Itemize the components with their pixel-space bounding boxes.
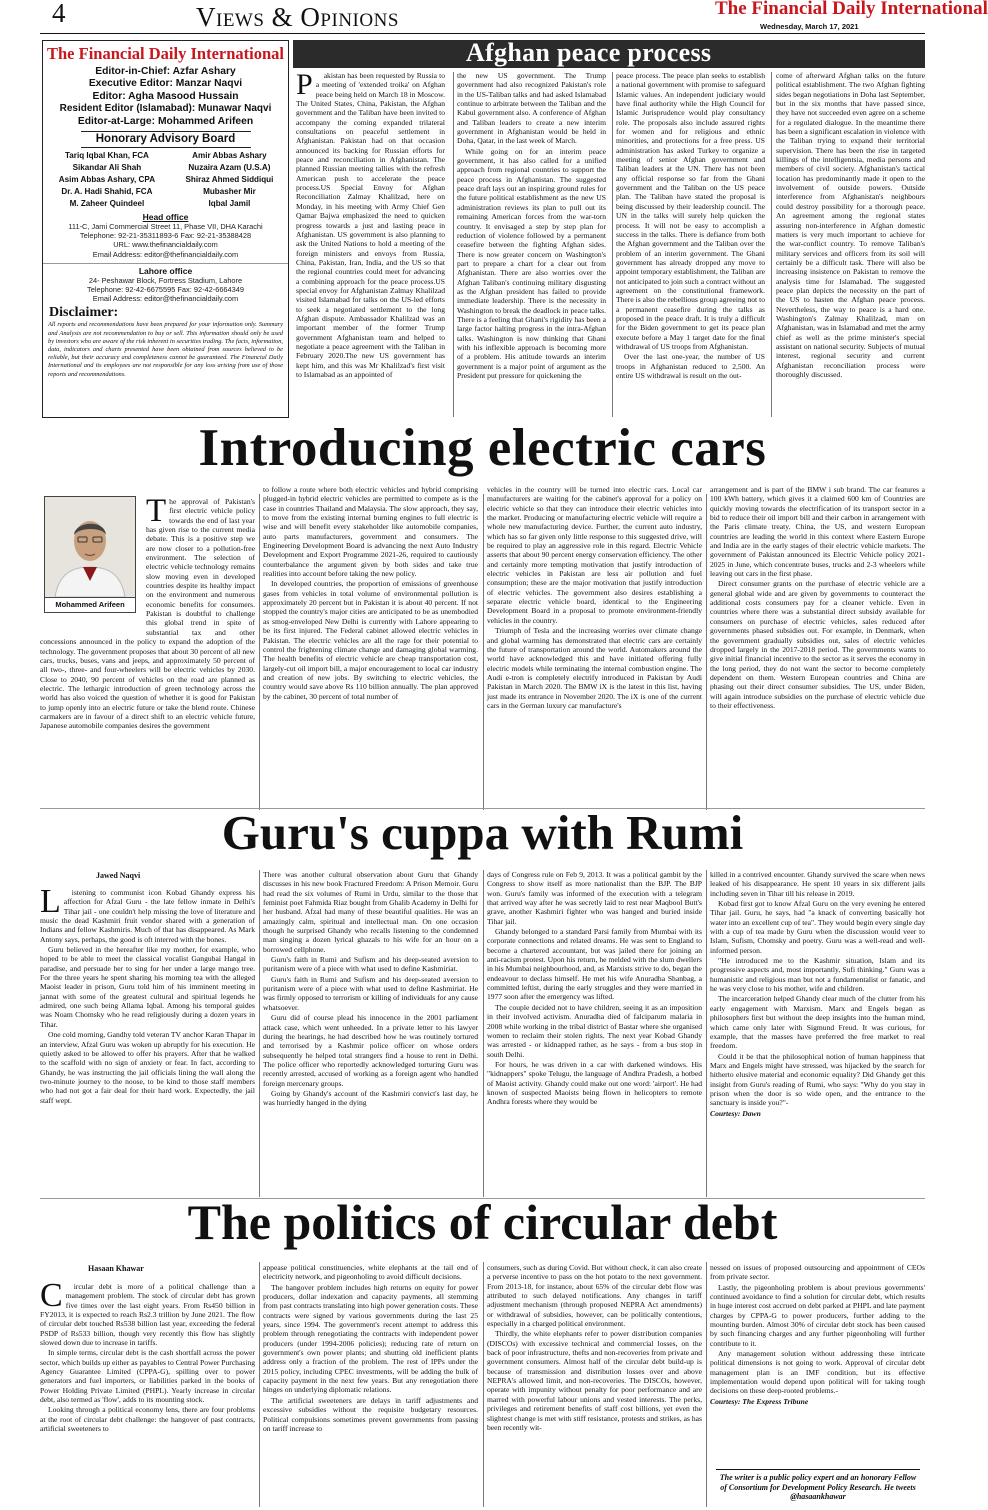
- circular-column-2: [263, 1263, 478, 1508]
- advisory-board-title: Honorary Advisory Board: [81, 131, 251, 148]
- guru-headline: Guru's cuppa with Rumi: [221, 805, 744, 860]
- masthead-rule: [40, 33, 925, 34]
- guru-dropcap: L: [40, 883, 61, 920]
- editor-at-large: Editor-at-Large: Mohammed Arifeen: [77, 115, 254, 127]
- circular-paragraph: consumers, such as during Covid. But without check, it can also create a perverse incentive to pass on the hot potato to the next government. From 2013-18, for instance, about 65% of the circular debt flow was attributed to such delayed notifications. Any changes in tariff adjustment mechanism (through proposed NEPRA Act amendments) or withdrawal of subsidies, however, can be politically contentious, especially in a charged political environment.: [487, 1263, 702, 1329]
- head-office-url: URL: www.thefinancialdaily.com: [113, 240, 218, 250]
- electric-paragraph: In developed countries, the proportion of emissions of greenhouse gases from vehicles in total volume of environmental pollution is approximately 20 percent but in Pakistan it is about 40 percent. If not stopped the country's major cities are anticipated to be as unembodied as smog-enveloped New Delhi is currently with Lahore appearing to be its first injured. The Federal cabinet allowed electric vehicles in Pakistan. The electric vehicles are all the rage for their potential to control the frightening climate change and damaging global warming. The health benefits of electric vehicle are cheap transportation cost, largely-cut oil import bill, a major encouragement to local car industry and creation of new jobs. By switching to electric vehicles, the country would save above Rs 110 billion annually. The plan approved by the cabinet, 30 percent of total number of: [263, 579, 478, 701]
- masthead-paper-name: The Financial Daily International: [715, 0, 988, 19]
- electric-column-rule: [483, 494, 484, 810]
- circular-courtesy: Courtesy: The Express Tribune: [710, 1396, 809, 1406]
- circular-paragraph: ircular debt is more of a political challenge than a management problem. The stock of circular debt has grown five times over the last eight years. From Rs450 billion in FY2013, it is expected to reach Rs2.3 trillion by June 2021. The flow of circular debt touched Rs538 billion last year, exceeding the federal PSDP of Rs533 billion, though very recently this flow has slightly slowed down due to increase in tariffs.: [40, 1282, 255, 1348]
- advisor: Iqbal Jamil: [208, 198, 251, 208]
- guru-courtesy: Courtesy: Dawn: [710, 1108, 761, 1118]
- circular-paragraph: Lastly, the pigeonholing problem is about previous governments' continued avoidance to find a solution for circular debt, which results in huge interest cost accrued on debt parked at PHPL and late payment charges by CPPA-G to power producers, further adding to the mounting burden. Almost 30% of circular debt stock has been caused by such financing charges and any further pigeonholing will further contribute to it.: [710, 1282, 925, 1348]
- advisor: Asim Abbas Ashary, CPA: [58, 174, 156, 184]
- head-office-email: Email Address: editor@thefinancialdaily.com: [92, 249, 239, 259]
- electric-column-2: [263, 485, 478, 810]
- guru-byline: Jawed Naqvi: [96, 871, 141, 880]
- advisor: Shiraz Ahmed Siddiqui: [185, 174, 274, 184]
- guru-paragraph: Ghandy belonged to a standard Parsi family from Mumbai with its corporate connections and related dreams. He was sent to England to become a chartered accountant, but was jailed there for joining an anti-racism protest. Upon his return, he melded with the slum dwellers in his Mumbai neighbourhood, and, as Marxists strive to do, began the endeavour to declass himself. He met his wife Anuradha Shanbag, a committed leftist, during the early struggles and they were married in 1977 soon after the emergency was lifted.: [487, 927, 702, 1002]
- guru-paragraph: There was another cultural observation about Guru that Ghandy discusses in his new book Fractured Freedom: A Prison Memoir. Guru had read the six volumes of Rumi in Urdu, similar to the those that feminist poet Fahmida Riaz bought from Ghalib Academy in Delhi for her husband. Afzal had many of these beautiful qualities. He was an amazingly calm, spiritual and intellectual man. On one occasion though he surprised Ghandy who recalls listening to the condemned man singing a dozen lyrical ghazals to his wife for an hour on a borrowed cellphone.: [263, 870, 478, 954]
- electric-dropcap-box: T: [146, 493, 167, 529]
- afghan-column-4: [776, 71, 925, 419]
- afghan-column-2: [457, 71, 606, 419]
- electric-paragraph: Direct consumer grants on the purchase of electric vehicle are a general global wide and are given by governments to counteract the additional costs consumers pay for a cleaner vehicle. Even in countries where there was a substantial direct subsidy available for consumers on purchase of electric vehicles, sales reduced after governments phased subsidies out. For example, in Denmark, when the government gradually subsidies out, sales of electric vehicles dropped largely in the 2017-2018 period. The governments wants to give initial financial incentive to the sector as it serves the economy in the long period, they do not want the sector to become completely dependent on them. Western European countries and China are phasing out their direct consumer subsidies. The US, under Biden, will again introduce subsidies on the purchase of electric vehicle due to their effectiveness.: [710, 579, 925, 710]
- editorial-paper-name: The Financial Daily International: [47, 44, 284, 63]
- guru-paragraph: "He introduced me to the Kashmir situation, Islam and its progressive aspects and, most importantly, Sufi thinking." Guru was a humanistic and religious man but not a fundamentalist or fanatic, and he was very close to his mother, wife and children.: [710, 956, 925, 994]
- circular-author-note: The writer is a public policy expert and an honorary Fellow of Consortium for Development Policy Research. He tweets @hasaankhawar: [716, 1469, 920, 1502]
- guru-paragraph: The couple decided not to have children, seeing it as an imposition in their involved activism. Anuradha died of falciparum malaria in 2008 while working in the tribal district of Bastar where she organised women to reclaim their stolen rights. The next year Kobad Ghandy was arrested - or kidnapped rather, as he says - from a bus stop in south Delhi.: [487, 1002, 702, 1059]
- guru-paragraph: days of Congress rule on Feb 9, 2013. It was a political gambit by the Congress to show itself as more nationalist than the BJP. The BJP won. Guru's family was informed of the execution with a telegram that arrived way after he was secretly laid to rest near Maqbool Butt's grave, another Kashmiri fighter who was hanged and buried inside Tihar jail.: [487, 870, 702, 926]
- guru-paragraph: Guru believed in the hereafter like my mother, for example, who hoped to be able to meet the classical vocalist Gangubai Hangal in paradise, and persuade her to sing for her under a large mango tree. For the three years he spent sharing his morning tea with the alleged Maoist leader in prison, Guru told him of his imminent meeting in jannat with some of the greatest cultural and spiritual legends he admired, one such being Allama Iqbal. Among his temporal guides was Noam Chomsky who he read religiously during a dozen years in Tihar.: [40, 945, 255, 1029]
- advisor: Dr. A. Hadi Shahid, FCA: [61, 186, 153, 196]
- afghan-paragraph: come of afterward Afghan talks on the future political establishment. The two Afghan fighting sides began negotiations in Doha last September, but in the six months that have passed since, they have not succeeded even agree on a scheme for a regulated dialogue. In the meantime there has been a significant escalation in violence with the Taliban trying to expand their territorial supervision. There has been the rise in targeted killings of the intelligentsia, media persons and members of civil society. Afghanistan's tactical location has predominantly made it open to the involvement of outside powers. Outside interference from Afghanistan's neighbours could destroy possibility for a thorough peace. An agreement among the regional states assuring non-interference in Afghan domestic matters is very much important to achieve for the war-conflict country. To remove Taliban's military services and officers from its soil will certainly be a difficult task. There will also be increasing insistence on Pakistan to remove the analysis time for Islamabad. The suggested peace plan depicts the necessity on the part of the US to hasten the Afghan peace process. Nevertheless, the way to peace is a hard one. Washington's Zalmay Khalilzad, man on Afghanistan, was in Islamabad and met the army chief as well as the prime minister's special assistant on national security. Subjects of mutual interest, regional security and current Afghanistan reconciliation process were thoroughly discussed.: [776, 71, 925, 379]
- executive-editor: Executive Editor: Manzar Naqvi: [88, 78, 243, 90]
- guru-paragraph: Kobad first got to know Afzal Guru on the very evening he entered Tihar jail. Guru, he says, had "a knack of converting basically hot water into an excellent cup of tea". They would begin every single day with a cup of tea made by Guru when the discussion would veer to Islam, Sufism, Chomsky and poetry. Guru was a well-read and well-informed person.: [710, 899, 925, 955]
- guru-paragraph: Going by Ghandy's account of the Kashmiri convict's last day, he was hurriedly hanged in the dying: [263, 1088, 478, 1108]
- afghan-column-rule: [771, 72, 772, 417]
- circular-paragraph: appease political constituencies, white elephants at the tail end of electricity network, and pigeonholing to avoid difficult decisions.: [263, 1263, 478, 1282]
- head-office-address: 111-C, Jami Commercial Street 11, Phase VII, DHA Karachi: [68, 222, 263, 232]
- circular-column-3: [487, 1263, 702, 1508]
- circular-dropcap: C: [40, 1277, 63, 1314]
- circular-paragraph: In simple terms, circular debt is the cash shortfall across the power sector, which builds up either as payables to Central Power Purchasing Agency Guarantee Limited (CPPA-G), spilling over to power generators and fuel importers, or liabilities parked in the books of Power Holding Private Limited (PHPL). Yearly increase in circular debt, also termed as 'flow', adds to its mounting stock.: [40, 1348, 256, 1405]
- guru-column-rule: [706, 870, 707, 1197]
- circular-column-rule: [706, 1262, 707, 1507]
- author-photo-caption: Mohammed Arifeen: [45, 597, 135, 612]
- advisor: M. Zaheer Quindeel: [69, 198, 145, 208]
- guru-paragraph: killed in a contrived encounter. Ghandy survived the scare when news leaked of his disappearance. He spent 10 years in six different jails including seven in Tihar till his release in 2019.: [710, 870, 925, 898]
- advisor: Sikandar Ali Shah: [72, 162, 142, 172]
- editor-in-chief: Editor-in-Chief: Azfar Ashary: [95, 66, 236, 77]
- afghan-column-3: [616, 71, 765, 419]
- disclaimer-text: All reports and recommendations have been prepared for your information only. Summary and Analysis are not recommendation to buy or sell. This information should only be used by investors who are aware of the risk inherent in securities trading. The facts, information, data, indicators and charts presented have been obtained from sources believed to be reliable, but their accuracy and completeness cannot be guaranteed. The Financial Daily International and its employees are not responsible for any loss arising from use of those reports and recommendations.: [48, 321, 283, 378]
- circular-paragraph: The hangover problem includes high returns on equity for power producers, dollar indexation and capacity payments, all stemming from past contracts translating into high power generation costs. These contracts were signed by various governments during the last 25 years, since 1994. The government's recent attempt to address this problem through renegotiating the contracts with independent power producers (under 1994-2006 policies); reducing rate of return on government's own power plants; and shutting old inefficient plants address only a fraction of the problem. The rest of IPPs under the 2015 policy, including CPEC investments, will be adding the bulk of capacity payment in the next few years. But any renegotiation there hinges on underlying diplomatic relations.: [263, 1282, 478, 1395]
- electric-headline: Introducing electric cars: [198, 419, 767, 477]
- afghan-paragraph: akistan has been requested by Russia to a meeting of 'extended troika' on Afghan peace being held on March 18 in Moscow. The United States, China, Pakistan, the Afghan government and the Taliban have been invited to accompany the coming expanded trilateral consultations on peaceful settlement in Afghanistan. Pakistan had on that occasion announced its backing for Russian efforts for peace and reconciliation in Afghanistan. The planned Russian meeting tallies with the refresh American push to accelerate the peace process.US Special Envoy for Afghan Reconciliation Zalmay Khalilzad, here on Monday, in his meeting with Army Chief Gen Qamar Bajwa emphasized the need to quicken progress towards a just and lasting peace in Afghanistan. US government is also planning to ask the United Nations to hold a meeting of the foreign ministers and envoys from Russia, China, Pakistan, Iran, India, and the US so that the regional countries could meet for advancing a combining approach for the peace process.US special envoy for Afghanistan Zalmay Khalilzad visited Islamabad for talks on the US-led efforts to seek a negotiated settlement to the long Afghan dispute. Ambassador Khalilzad was an important member of the former Trump government Afghanistan team and helped to negotiate a peace agreement with the Taliban in February 2020.The new US government has kept him, and this was Mr Khalilzad's first visit to Islamabad as an appointed of: [296, 71, 445, 379]
- afghan-paragraph: Over the last one-year, the number of US troops in Afghanistan reduced to 2,500. An entire US withdrawal is result on the out-: [616, 352, 765, 380]
- electric-intro-paragraph: he approval of Pakistan's first electric vehicle policy towards the end of last year has given rise to the current media debate. This is a positive step we are now closer to a pollution-free environment. The selection of electric vehicle technology remains slow moving even in developed countries despite its healthy impact on the environment and numerous economic benefits for consumers. Pakistan is doubtful to challenge this global trend in spite of substantial tax and other concessions announced in the policy to expand the adoption of the technology. The government proposes that about 30 percent of all new cars, trucks, buses, vans and jeeps, and approximately 50 percent of all two-, three- and four-wheelers will be electric vehicles by 2030. Close to 2040, 90 percent of vehicles on the road are planned as electric. The lethargic introduction of green technology across the world has also voiced the question of whether it is good for Pakistan to jump openly into an electric future or take the blend route. Chinese carmakers are in favour of a direct shift to an electric vehicle future, Japanese automobile companies desires the government: [40, 497, 255, 731]
- head-office-title: Head office: [142, 212, 189, 223]
- afghan-dropcap: P: [296, 68, 313, 101]
- afghan-paragraph: the new US government. The Trump government had also recognized Pakistan's role in the US-Taliban talks and had asked Islamabad continue to arbitrate between the Taliban and the Kabul government also. A conference of Afghan and Taliban leaders to create a new interim government in Afghanistan would be held in Doha, Qatar, in the last week of March.: [457, 71, 606, 146]
- guru-paragraph: Guru did of course plead his innocence in the 2001 parliament attack case, which went unheeded. In a private letter to his lawyer during the hearings, he had described how he was routinely tortured and terrorised by a Kashmir police officer on whose orders subsequently he helped total strangers find a house to rent in Delhi. The police officer who reportedly acknowledged torturing Guru was recently arrested, accused of working as a foreign agent who handled foreign mercenary groups.: [263, 1013, 478, 1088]
- afghan-column-rule: [453, 72, 454, 417]
- afghan-headline: Afghan peace process: [466, 38, 712, 67]
- circular-byline: Hasaan Khawar: [88, 1264, 144, 1273]
- guru-paragraph: istening to communist icon Kobad Ghandy express his affection for Afzal Guru - the late fellow inmate in Delhi's Tihar jail - one couldn't help missing the love of literature and music the dead Kashmiri fruit vendor shared with a generation of Indians and fellow Kashmiris. Much of that has disappeared. As Mark Antony says, perhaps, the good is oft interred with the bones.: [40, 888, 255, 944]
- guru-column-rule: [483, 870, 484, 1197]
- page-number: 4: [52, 0, 66, 28]
- guru-paragraph: For hours, he was driven in a car with darkened windows. His "kidnappers" spoke Telugu, the language of Andhra Pradesh, a hotbed of Maoist activity. Ghandy could make out one word: 'airport'. He had known of suspected Maoists being flown in helicopters to remote Andhra forests where they would be: [487, 1059, 702, 1107]
- advisor: Tariq Iqbal Khan, FCA: [64, 150, 149, 160]
- guru-column-3: [487, 870, 702, 1200]
- editorial-box: [42, 40, 289, 418]
- circular-column-1: [40, 1277, 256, 1508]
- editor: Editor: Agha Masood Hussain: [92, 90, 239, 102]
- guru-column-rule: [259, 870, 260, 1197]
- advisory-board-table: [43, 149, 288, 209]
- lahore-office-phone: Telephone: 92-42-6675595 Fax: 92-42-6664349: [87, 285, 244, 295]
- section-title: Views & Opinions: [196, 2, 399, 32]
- advisor: Mubasher Mir: [203, 186, 256, 196]
- guru-column-1: [40, 883, 255, 1200]
- afghan-paragraph: peace process. The peace plan seeks to establish a national government with promise to safeguard Islamic values. An independent judiciary would have final authority while the High Council for Islamic Jurisprudence would play consultancy role. The proposals also include assured rights for women and for religious and ethnic minorities, and protections for a free press. US administration has asked Turkey to organize a meeting of senior Afghan government and Taliban leaders at the UN. There has not been any official response so far from the Ghani government and the Taliban on the US peace plan. The Taliban have stated the proposal is being discussed by their leadership council. The UN in the talks will surely help quicken the process. It will not be easy to accomplish a success in the talks. There is defiance from both the Afghan government and the Taliban over the problem of an interim government. The Ghani government has already dropped any move to appoint temporary establishment, the Taliban are not anticipated to join such a contract without an agreement on the constitutional framework. There is also the rebellious group agreeing not to a permanent ceasefire during the talks as proposed in the peace draft. It is truly a difficult for the Biden government to get its peace plan execute before a May 1 target date for the final withdrawal of US troops from Afghanistan.: [616, 71, 765, 351]
- circular-paragraph: The artificial sweeteners are delays in tariff adjustments and excessive subsidies without the requisite budgetary resources. Political compulsions sometimes prevent governments from passing on tariff increase to: [263, 1395, 478, 1433]
- resident-editor: Resident Editor (Islamabad): Munawar Naqvi: [59, 103, 272, 115]
- electric-column-rule: [706, 494, 707, 810]
- circular-headline: The politics of circular debt: [187, 1194, 778, 1250]
- masthead-date: Wednesday, March 17, 2021: [760, 22, 859, 31]
- guru-paragraph: The incarceration helped Ghandy clear much of the clutter from his early engagement with Marxism. Marx and Engels began as philosophers first but without the deep insights into the human mind, which came only later with Sigmund Freud. It was curious, for example, that the masses have preferred the free market to real freedom.: [710, 994, 925, 1051]
- electric-paragraph: vehicles in the country will be turned into electric cars. Local car manufacturers are waiting for the cabinet's approval for a policy on electric vehicle so that they can introduce their electric vehicles into the market. Producing or manufacturing electric vehicle will require a whole new manufacturing device. Further, the current auto industry, which has so far given only little response to this suggested drive, will be required to play an aggressive role in this regard. Electric Vehicle asserts that about 90 percent energy conservation efficiency. The other and certainly more tempting motivation that justify introduction of electric vehicles in Pakistan are less air pollution and fuel consumption; these are the major motivation that justify introduction of electric vehicles. The government also desires establishing a separate electric vehicle board, identical to the Engineering Development Board in a proposal to promote environment-friendly vehicles in the country.: [487, 485, 702, 625]
- lahore-office-address: 24- Peshawar Block, Fortress Stadium, Lahore: [88, 275, 243, 285]
- electric-column-rule: [259, 494, 260, 810]
- circular-paragraph: Looking through a political economy lens, there are four problems at the root of circular debt challenge: the hangover of past contracts, artificial sweeteners to: [40, 1405, 255, 1434]
- head-office-phone: Telephone: 92-21-35311893-6 Fax: 92-21-35388428: [79, 231, 252, 241]
- circular-column-rule: [259, 1262, 260, 1507]
- guru-paragraph: Could it be that the philosophical notion of human happiness that Marx and Engels might have stressed, was hijacked by the search for hitherto elusive material and economic equality? Did Ghandy get this insight from Guru's reading of Rumi, who says: "Why do you stay in prison when the door is so wide open, and the entrance to the sanctuary is inside you?"-: [710, 1051, 925, 1108]
- circular-column-rule: [483, 1262, 484, 1507]
- afghan-column-rule: [612, 72, 613, 417]
- electric-column-3: [487, 485, 702, 810]
- disclaimer-title: Disclaimer:: [49, 305, 119, 321]
- circular-paragraph: Any management solution without addressing these intricate political dimensions is not going to work. Approval of circular debt management plan is an IMF condition, but its effective implementation would depend upon political will for taking tough decisions on these deep-rooted problems.-: [710, 1349, 925, 1396]
- afghan-column-1: [296, 68, 445, 419]
- electric-paragraph: arrangement and is part of the BMW i sub brand. The car features a 100 kWh battery, which gives it a claimed 600 km of Countries are quickly moving towards the electrification of its transport sector in a bid to reduce their oil import bill and their carbon in arrangement with the Paris climate treaty. China, the US, and western European countries are leading the world in this context where Eastern Europe and India are in the early stages of their electric vehicle markets. The government of Pakistan announced its Electric Vehicle policy 2021-2025 in June, which concentrate buses, trucks and 2-3 wheelers while leaving out cars in the first phase.: [710, 485, 925, 579]
- lahore-office-email: Email Address: editor@thefinancialdaily.com: [92, 294, 239, 304]
- guru-column-4: [710, 870, 925, 1200]
- circular-paragraph: Thirdly, the white elephants refer to power distribution companies (DISCOs) with excessive technical and commercial losses, on the back of poor infrastructure, thefts and non-recoveries from private and government consumers. Almost half of the circular debt build-up is because of transmission and distribution losses over and above NEPRA's allowed limit, and non-recoveries. The DISCOs, however, operate with impunity without penalty for poor performance and are marred with powerful labour unions and vested interests. The perks, privileges and retirement benefits of staff cost billions, yet even the slightest change is met with stiff resistance, protests and strikes, as has been recently wit-: [487, 1329, 702, 1432]
- guru-column-2: [263, 870, 478, 1200]
- electric-column-4: [710, 485, 925, 810]
- electric-intro-text: [40, 493, 255, 809]
- advisor: Amir Abbas Ashary: [192, 150, 267, 160]
- afghan-paragraph: While going on for an interim peace government, it has also called for a unified approach from regional countries to support the peace process in Afghanistan. The suggested peace draft lays out an inspiring ground rules for the future political establishment as the new US administration reviews its plan to pull out its remaining American forces from the war-torn country. It envisaged a step by step plan for reduction of violence followed by a permanent ceasefire between the fighting Afghan sides. There is now greater concern on Washington's part to prepare a chart for a clear out from Afghanistan. There are also worries over the Afghan Taliban's continuing military disgusting as the Afghan president has failed to provide immediate leadership. There is the necessity in Washington to break the deadlock in peace talks. There is a feeling that Ghani's rigidity has been a large factor halting progress in the intra-Afghan talks. Washington is now thinking that Ghani with his inflexible approach is becoming more of a problem. His attitude towards an interim government is a major point of argument as the President put pressure for quickening the: [457, 146, 606, 380]
- circular-column-4: [710, 1263, 925, 1463]
- guru-paragraph: One cold morning, Gandhy told veteran TV anchor Karan Thapar in an interview, Afzal Guru was woken up abruptly for his execution. He quietly asked to be allowed to offer his prayers. After that he walked to the scaffold with no sign of anxiety or fear. In fact, according to Ghandy, he was instructing the jail officials lining the wall along the two-minute journey to the noose, to be kind to those staff members who had not got a fair deal for their hard work. Expectedly, the jail staff wept.: [40, 1030, 255, 1105]
- guru-paragraph: Guru's faith in Rumi and Sufism and his deep-seated aversion to puritanism were of a piece with what used to define Kashmiriat. He was firmly opposed to terrorism or killing of individuals for any cause whatsoever.: [263, 974, 478, 1012]
- electric-paragraph: to follow a route where both electric vehicles and hybrid comprising plugged-in hybrid electric vehicles are permitted to compete as is the case in countries Thailand and Malaysia. The slow approach, they say, to move from the existing internal burning engines to full electric is wise and will benefit every stakeholder like automobile companies, auto parts manufacturers, government and consumers. The Engineering Development Board is advancing the next Auto Industry Development and Export Programme 2021-26, required to cautiously counterbalance the argument given by both sides and take true realities into account before taking the new policy.: [263, 485, 478, 579]
- lahore-office-title: Lahore office: [43, 263, 288, 276]
- advisor: Nuzaira Azam (U.S.A): [188, 162, 271, 172]
- circular-paragraph: nessed on issues of proposed outsourcing and appointment of CEOs from private sector.: [710, 1263, 925, 1282]
- electric-paragraph: Triumph of Tesla and the increasing worries over climate change and global warming has demonstrated that electric cars are certainly the future of transportation around the world. Automakers around the world have acknowledged this and have initiated offering fully electric models while terminating the internal combustion engine. The Audi e-tron is completely electrify introduced in Pakistan by Audi Pakistan in March 2020. The BMW iX is the latest in this list, having just made its entrance in November 2020. The iX is one of the current cars in the German luxury car manufacture's: [487, 626, 702, 710]
- guru-paragraph: Guru's faith in Rumi and Sufism and his deep-seated aversion to puritanism were of a piece with what used to define Kashmiriat.: [263, 955, 478, 974]
